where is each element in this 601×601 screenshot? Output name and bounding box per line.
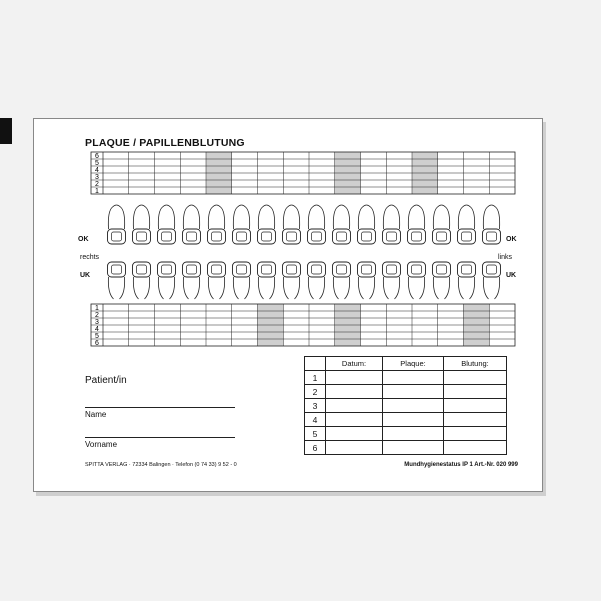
lower-tooth-crown — [108, 262, 126, 277]
form-id-footer: Mundhygienestatus IP 1 Art.-Nr. 020 999 — [404, 462, 518, 468]
upper-tooth-root — [483, 205, 499, 229]
upper-tooth-crown — [133, 229, 151, 244]
plaque-cell[interactable] — [383, 385, 444, 399]
datum-cell[interactable] — [326, 399, 383, 413]
dental-form-card — [33, 118, 543, 492]
blutung-cell[interactable] — [444, 385, 507, 399]
lower-tooth-root — [258, 277, 274, 299]
dental-chart — [34, 119, 542, 359]
blutung-cell[interactable] — [444, 413, 507, 427]
lower-tooth-root — [383, 277, 399, 299]
lower-tooth-crown — [233, 262, 251, 277]
lower-tooth-root — [308, 277, 324, 299]
grid-row-label: 6 — [95, 340, 99, 347]
upper-tooth-root — [408, 205, 424, 229]
upper-tooth-root — [458, 205, 474, 229]
status-row-number: 2 — [305, 385, 326, 399]
lower-tooth-crown — [208, 262, 226, 277]
name-line[interactable] — [85, 407, 235, 408]
lower-tooth-root — [208, 277, 224, 299]
lower-tooth-root — [133, 277, 149, 299]
upper-tooth-root — [258, 205, 274, 229]
lower-tooth-crown — [133, 262, 151, 277]
grid-row-label: 4 — [95, 326, 99, 333]
label-rechts: rechts — [80, 254, 100, 261]
lower-tooth-crown — [158, 262, 176, 277]
upper-tooth-root — [283, 205, 299, 229]
status-header-blank — [305, 357, 326, 371]
grid-row-label: 2 — [95, 312, 99, 319]
status-row-number: 5 — [305, 427, 326, 441]
grid-row-label: 6 — [95, 153, 99, 160]
lower-tooth-root — [283, 277, 299, 299]
grid-row-label: 5 — [95, 160, 99, 167]
datum-cell[interactable] — [326, 385, 383, 399]
grid-row-label: 1 — [95, 305, 99, 312]
upper-tooth-crown — [358, 229, 376, 244]
upper-tooth-crown — [433, 229, 451, 244]
upper-tooth-crown — [183, 229, 201, 244]
lower-tooth-crown — [458, 262, 476, 277]
lower-tooth-root — [483, 277, 499, 299]
name-label: Name — [85, 410, 107, 419]
label-ok-left: OK — [78, 236, 89, 243]
upper-tooth-root — [383, 205, 399, 229]
grid-row-label: 1 — [95, 188, 99, 195]
upper-tooth-root — [158, 205, 174, 229]
lower-tooth-crown — [408, 262, 426, 277]
upper-tooth-root — [333, 205, 349, 229]
label-links: links — [498, 254, 513, 261]
upper-tooth-root — [133, 205, 149, 229]
status-row-number: 3 — [305, 399, 326, 413]
lower-tooth-crown — [333, 262, 351, 277]
lower-tooth-root — [408, 277, 424, 299]
edge-marker — [0, 118, 12, 144]
upper-tooth-crown — [258, 229, 276, 244]
status-header-datum: Datum: — [326, 357, 383, 371]
plaque-cell[interactable] — [383, 441, 444, 455]
lower-tooth-root — [108, 277, 124, 299]
lower-plaque-grid — [91, 304, 515, 347]
vorname-label: Vorname — [85, 440, 118, 449]
datum-cell[interactable] — [326, 427, 383, 441]
blutung-cell[interactable] — [444, 441, 507, 455]
blutung-cell[interactable] — [444, 427, 507, 441]
grid-row-label: 4 — [95, 167, 99, 174]
status-table — [304, 356, 507, 455]
grid-row-label: 3 — [95, 174, 99, 181]
lower-tooth-crown — [283, 262, 301, 277]
lower-tooth-crown — [258, 262, 276, 277]
vorname-line[interactable] — [85, 437, 235, 438]
label-uk-right: UK — [506, 272, 517, 279]
plaque-cell[interactable] — [383, 413, 444, 427]
grid-row-label: 3 — [95, 319, 99, 326]
upper-tooth-crown — [108, 229, 126, 244]
upper-tooth-root — [108, 205, 124, 229]
lower-tooth-crown — [183, 262, 201, 277]
status-row-number: 6 — [305, 441, 326, 455]
status-row-number: 4 — [305, 413, 326, 427]
upper-tooth-root — [308, 205, 324, 229]
lower-tooth-crown — [383, 262, 401, 277]
lower-tooth-root — [458, 277, 474, 299]
datum-cell[interactable] — [326, 413, 383, 427]
upper-tooth-crown — [158, 229, 176, 244]
upper-tooth-root — [358, 205, 374, 229]
lower-tooth-crown — [358, 262, 376, 277]
upper-tooth-crown — [458, 229, 476, 244]
upper-tooth-root — [208, 205, 224, 229]
upper-tooth-root — [233, 205, 249, 229]
status-header-blutung: Blutung: — [444, 357, 507, 371]
label-ok-right: OK — [506, 236, 517, 243]
lower-tooth-crown — [308, 262, 326, 277]
lower-tooth-root — [158, 277, 174, 299]
teeth-diagram — [108, 205, 501, 299]
label-uk-left: UK — [80, 272, 91, 279]
blutung-cell[interactable] — [444, 371, 507, 385]
upper-tooth-crown — [483, 229, 501, 244]
status-header-plaque: Plaque: — [383, 357, 444, 371]
upper-tooth-root — [433, 205, 449, 229]
upper-tooth-crown — [233, 229, 251, 244]
patient-heading: Patient/in — [85, 375, 127, 386]
lower-tooth-crown — [433, 262, 451, 277]
lower-tooth-root — [183, 277, 199, 299]
upper-tooth-crown — [408, 229, 426, 244]
upper-plaque-grid — [91, 152, 515, 195]
datum-cell[interactable] — [326, 441, 383, 455]
upper-tooth-root — [183, 205, 199, 229]
lower-tooth-crown — [483, 262, 501, 277]
form-title: PLAQUE / PAPILLENBLUTUNG — [85, 137, 245, 149]
plaque-cell[interactable] — [383, 371, 444, 385]
upper-tooth-crown — [383, 229, 401, 244]
status-row-number: 1 — [305, 371, 326, 385]
lower-tooth-root — [433, 277, 449, 299]
grid-row-label: 2 — [95, 181, 99, 188]
lower-tooth-root — [233, 277, 249, 299]
lower-tooth-root — [333, 277, 349, 299]
publisher-footer: SPITTA VERLAG · 72334 Balingen · Telefon (0 74 33) 9 52 - 0 — [85, 462, 237, 468]
plaque-cell[interactable] — [383, 399, 444, 413]
upper-tooth-crown — [208, 229, 226, 244]
upper-tooth-crown — [333, 229, 351, 244]
lower-tooth-root — [358, 277, 374, 299]
plaque-cell[interactable] — [383, 427, 444, 441]
blutung-cell[interactable] — [444, 399, 507, 413]
upper-tooth-crown — [283, 229, 301, 244]
datum-cell[interactable] — [326, 371, 383, 385]
upper-tooth-crown — [308, 229, 326, 244]
grid-row-label: 5 — [95, 333, 99, 340]
